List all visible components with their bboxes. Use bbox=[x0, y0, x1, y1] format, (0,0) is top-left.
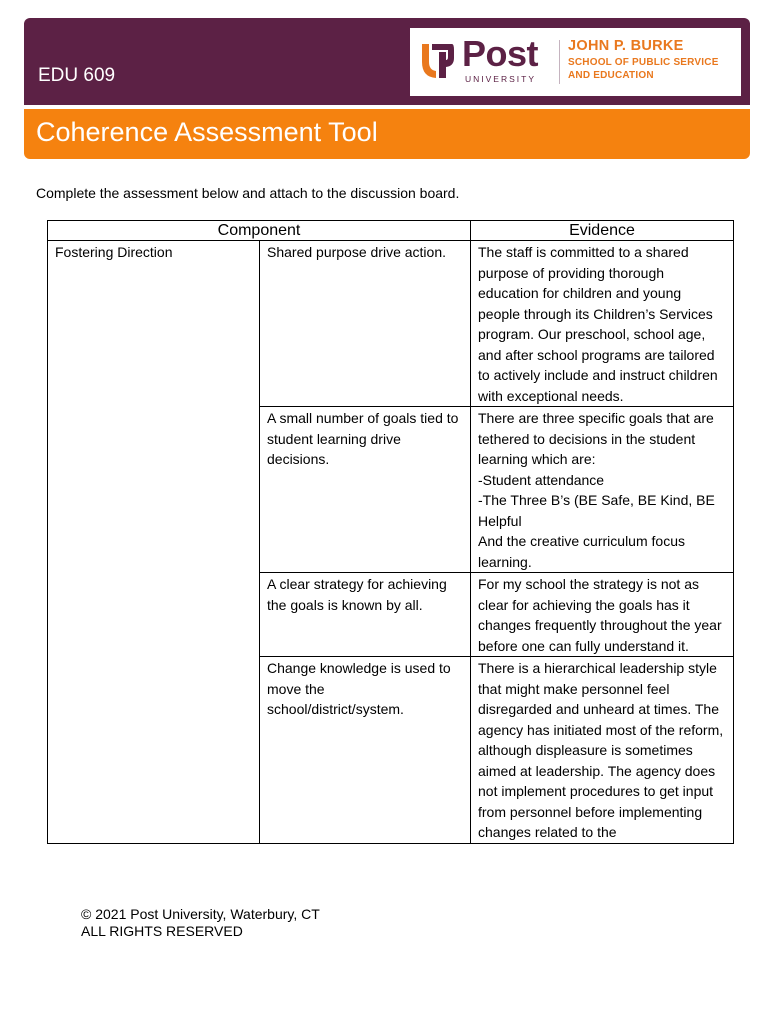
logo-school-text bbox=[568, 40, 719, 82]
post-logo-mark-icon bbox=[420, 40, 454, 80]
component-cell: A small number of goals tied to student learning drive decisions. bbox=[260, 407, 471, 573]
rights-text: ALL RIGHTS RESERVED bbox=[81, 923, 243, 939]
category-cell: Fostering Direction bbox=[48, 241, 260, 844]
logo-wordmark: Post bbox=[462, 33, 539, 74]
header-banner bbox=[24, 18, 750, 105]
component-cell: A clear strategy for achieving the goals is known by all. bbox=[260, 573, 471, 657]
component-header: Component bbox=[48, 221, 471, 241]
logo-divider bbox=[559, 40, 560, 84]
course-code: EDU 609 bbox=[38, 65, 116, 86]
copyright-text: © 2021 Post University, Waterbury, CT bbox=[81, 906, 320, 922]
evidence-cell: There are three specific goals that are tethered to decisions in the student learning which are: -Student attendance -The Three B’s (BE Safe, BE Kind, BE Helpful And the creative curriculum focus learning. bbox=[471, 407, 734, 573]
footer bbox=[81, 906, 320, 940]
evidence-cell: There is a hierarchical leadership style that might make personnel feel disregarded and unheard at times. The agency has initiated most of the reform, although displeasure is sometimes aimed at leadership. The agency does not implement procedures to get input from personnel before implementing changes related to the bbox=[471, 657, 734, 844]
component-cell: Shared purpose drive action. bbox=[260, 241, 471, 407]
logo-school-line1: SCHOOL OF PUBLIC SERVICE bbox=[568, 57, 719, 68]
evidence-header: Evidence bbox=[471, 221, 734, 241]
title-bar bbox=[24, 109, 750, 159]
evidence-cell: The staff is committed to a shared purpose of providing thorough education for children and young people through its Children’s Services program. Our preschool, school age, and after school programs are tailored to actively include and instruct children with exceptional needs. bbox=[471, 241, 734, 407]
logo-university: UNIVERSITY bbox=[465, 74, 537, 84]
assessment-table bbox=[47, 220, 734, 844]
page-title: Coherence Assessment Tool bbox=[36, 117, 378, 147]
component-cell: Change knowledge is used to move the school/district/system. bbox=[260, 657, 471, 844]
post-university-logo bbox=[410, 28, 741, 96]
evidence-cell: For my school the strategy is not as clear for achieving the goals has it changes frequently throughout the year before one can fully understand it. bbox=[471, 573, 734, 657]
table-row bbox=[48, 241, 734, 407]
table-header-row bbox=[48, 221, 734, 241]
instruction-text: Complete the assessment below and attach to the discussion board. bbox=[36, 185, 460, 201]
logo-school-line2: AND EDUCATION bbox=[568, 70, 654, 81]
logo-school-name: JOHN P. BURKE bbox=[568, 38, 684, 54]
